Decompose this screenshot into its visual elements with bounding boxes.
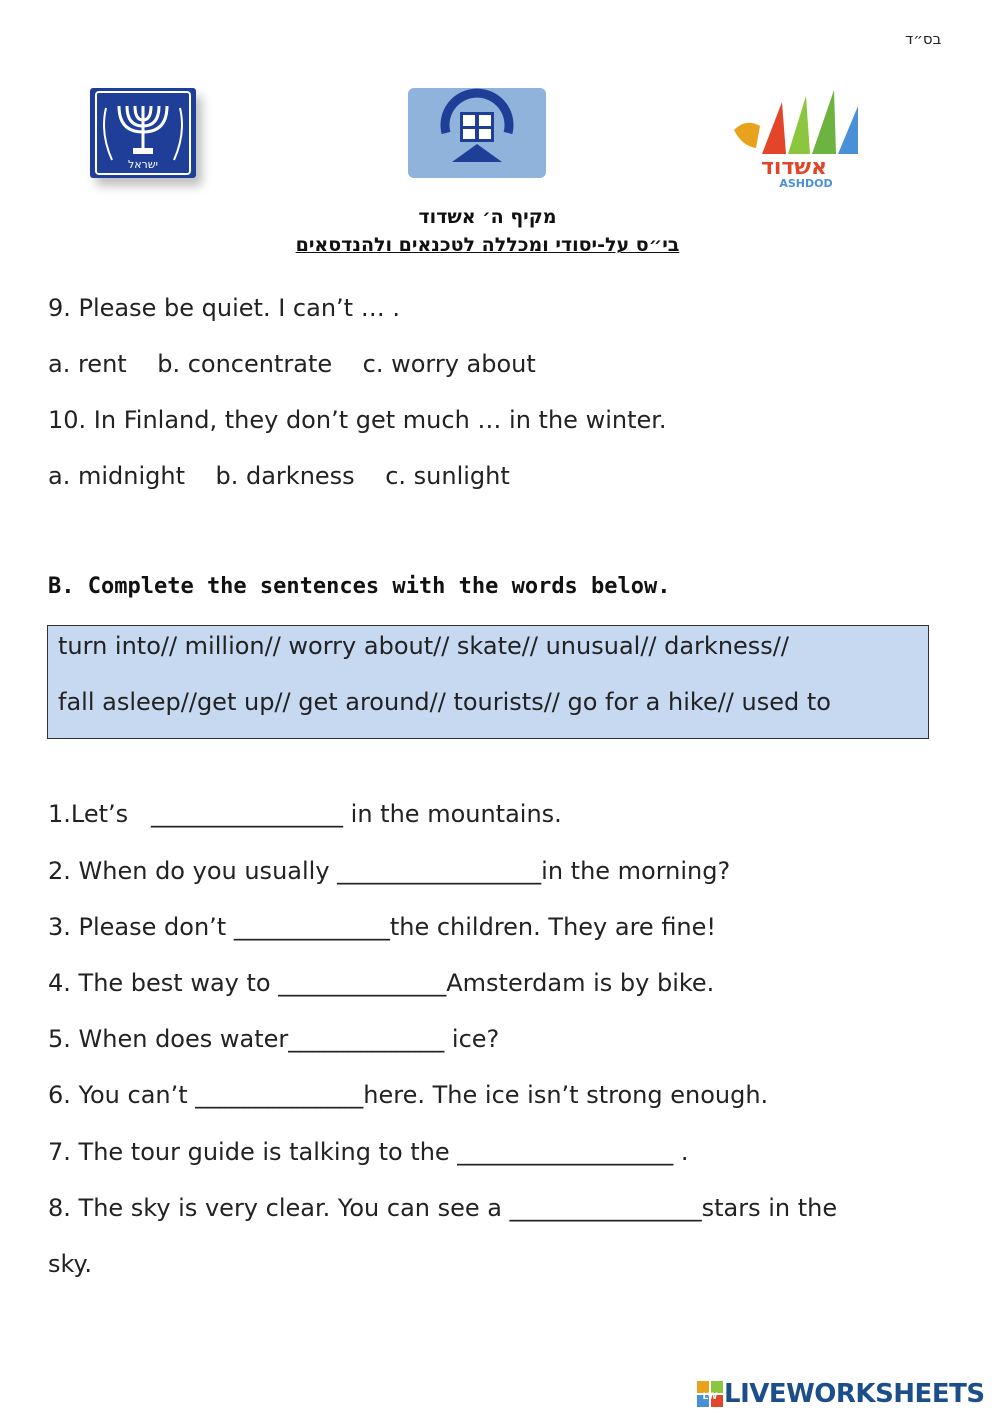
ashdod-city-logo (726, 88, 862, 190)
question-9: 9. Please be quiet. I can’t … . (48, 294, 400, 322)
israel-emblem-logo (90, 88, 196, 178)
sentence-2: 2. When do you usually _________________in the morning? (48, 857, 731, 885)
menorah-icon (90, 88, 196, 178)
word-bank-line: turn into// million// worry about// skate// unusual// darkness// (58, 632, 789, 660)
question-9-options: a. rent b. concentrate c. worry about (48, 350, 536, 378)
sentence-6: 6. You can’t ______________here. The ice isn’t strong enough. (48, 1081, 769, 1109)
question-10: 10. In Finland, they don’t get much … in the winter. (48, 406, 667, 434)
sentence-3: 3. Please don’t _____________the children. They are fine! (48, 913, 717, 941)
liveworksheets-icon (696, 1380, 724, 1408)
school-logo (408, 88, 546, 178)
svg-text:אשדוד: אשדוד (760, 155, 828, 180)
svg-text:LW: LW (702, 1392, 718, 1402)
liveworksheets-logo (696, 1378, 985, 1410)
sentence-4: 4. The best way to ______________Amsterdam is by bike. (48, 969, 715, 997)
section-b-title: B. Complete the sentences with the words below. (48, 574, 671, 599)
word-bank-line: fall asleep//get up// get around// tourists// go for a hike// used to (58, 688, 831, 716)
sentence-5: 5. When does water_____________ ice? (48, 1025, 500, 1053)
school-subtitle: בי״ס על-יסודי ומכללה לטכנאים ולהנדסאים (295, 234, 680, 256)
ashdod-sails-icon (726, 88, 862, 190)
sentence-8-continued: sky. (48, 1250, 92, 1278)
svg-text:ASHDOD: ASHDOD (779, 177, 833, 190)
sentence-1: 1.Let’s ________________ in the mountains. (48, 800, 562, 828)
svg-text:ישראל: ישראל (127, 158, 159, 171)
school-crest-icon (408, 88, 546, 178)
header-bsd: בס״ד (905, 30, 942, 48)
school-name: מקיף ה׳ אשדוד (418, 206, 557, 228)
word-bank (47, 625, 929, 739)
liveworksheets-brand: LIVEWORKSHEETS (724, 1379, 985, 1409)
question-10-options: a. midnight b. darkness c. sunlight (48, 462, 510, 490)
sentence-7: 7. The tour guide is talking to the __________________ . (48, 1138, 689, 1166)
sentence-8: 8. The sky is very clear. You can see a ________________stars in the (48, 1194, 838, 1222)
